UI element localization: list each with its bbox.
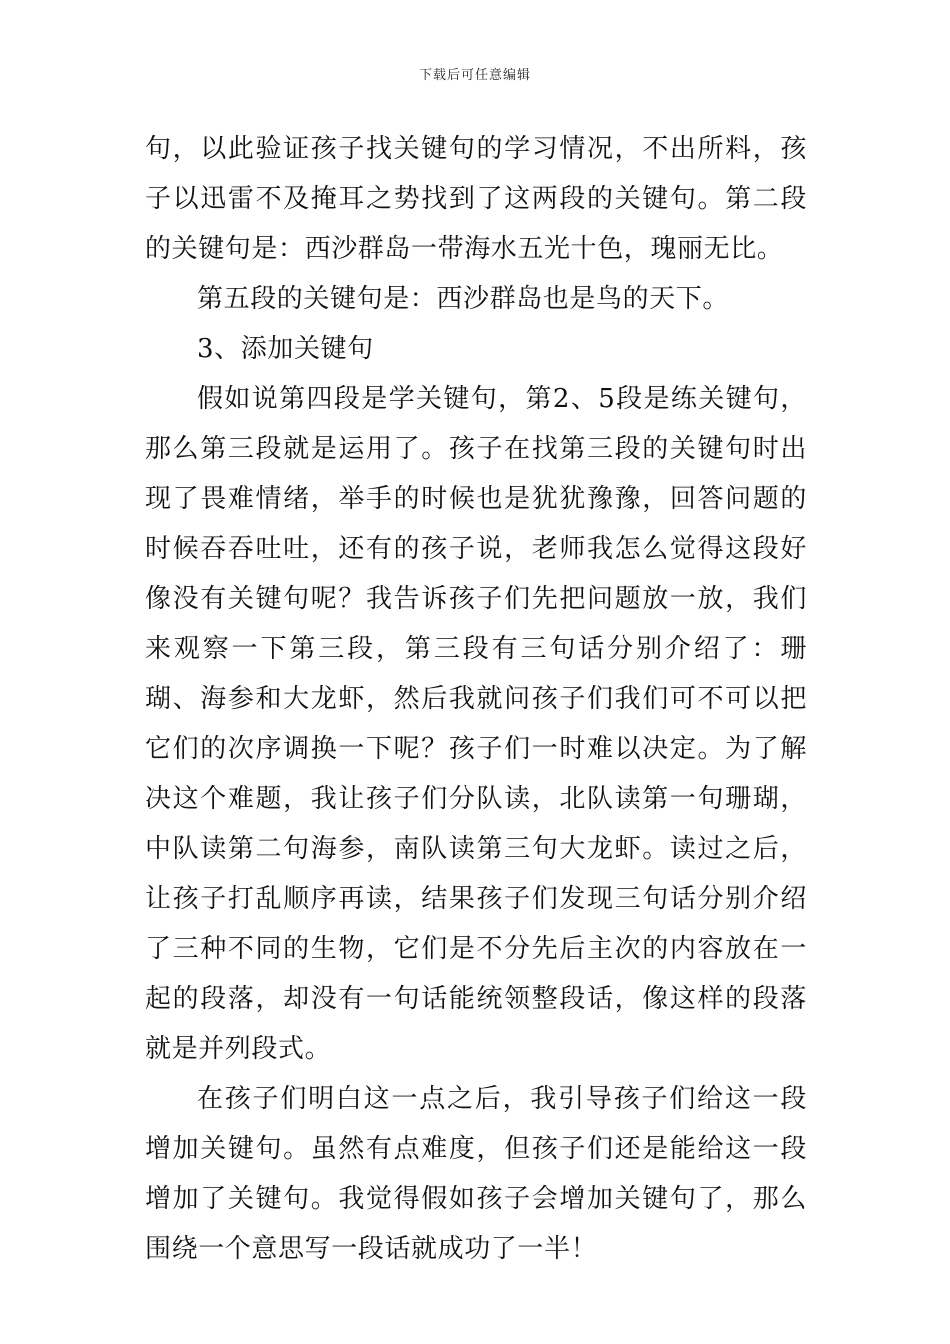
paragraph-2: 第五段的关键句是：西沙群岛也是鸟的天下。 <box>197 284 730 314</box>
paragraph-4: 在孩子们明白这一点之后，我引导孩子们给这一段增加关键句。虽然有点难度，但孩子们还是能给这一段增加了关键句。我觉得假如孩子会增加关键句了，那么围绕一个意思写一段话就成功了一半！ <box>145 1084 807 1264</box>
paragraph-3: 假如说第四段是学关键句，第2、5段是练关键句，那么第三段就是运用了。孩子在找第三段的关键句时出现了畏难情绪，举手的时候也是犹犹豫豫，回答问题的时候吞吞吐吐，还有的孩子说，老师我怎么觉得这段好像没有关键句呢？我告诉孩子们先把问题放一放，我们来观察一下第三段，第三段有三句话分别介绍了：珊瑚、海参和大龙虾，然后我就问孩子们我们可不可以把它们的次序调换一下呢？孩子们一时难以决定。为了解决这个难题，我让孩子们分队读，北队读第一句珊瑚，中队读第二句海参，南队读第三句大龙虾。读过之后，让孩子打乱顺序再读，结果孩子们发现三句话分别介绍了三种不同的生物，它们是不分先后主次的内容放在一起的段落，却没有一句话能统领整段话，像这样的段落就是并列段式。 <box>145 384 807 1064</box>
document-body <box>145 124 807 1274</box>
page-header: 下载后可任意编辑 <box>418 68 531 83</box>
paragraph-1: 句，以此验证孩子找关键句的学习情况，不出所料，孩子以迅雷不及掩耳之势找到了这两段的关键句。第二段的关键句是：西沙群岛一带海水五光十色，瑰丽无比。 <box>145 134 807 264</box>
section-heading: 3、添加关键句 <box>197 334 374 364</box>
